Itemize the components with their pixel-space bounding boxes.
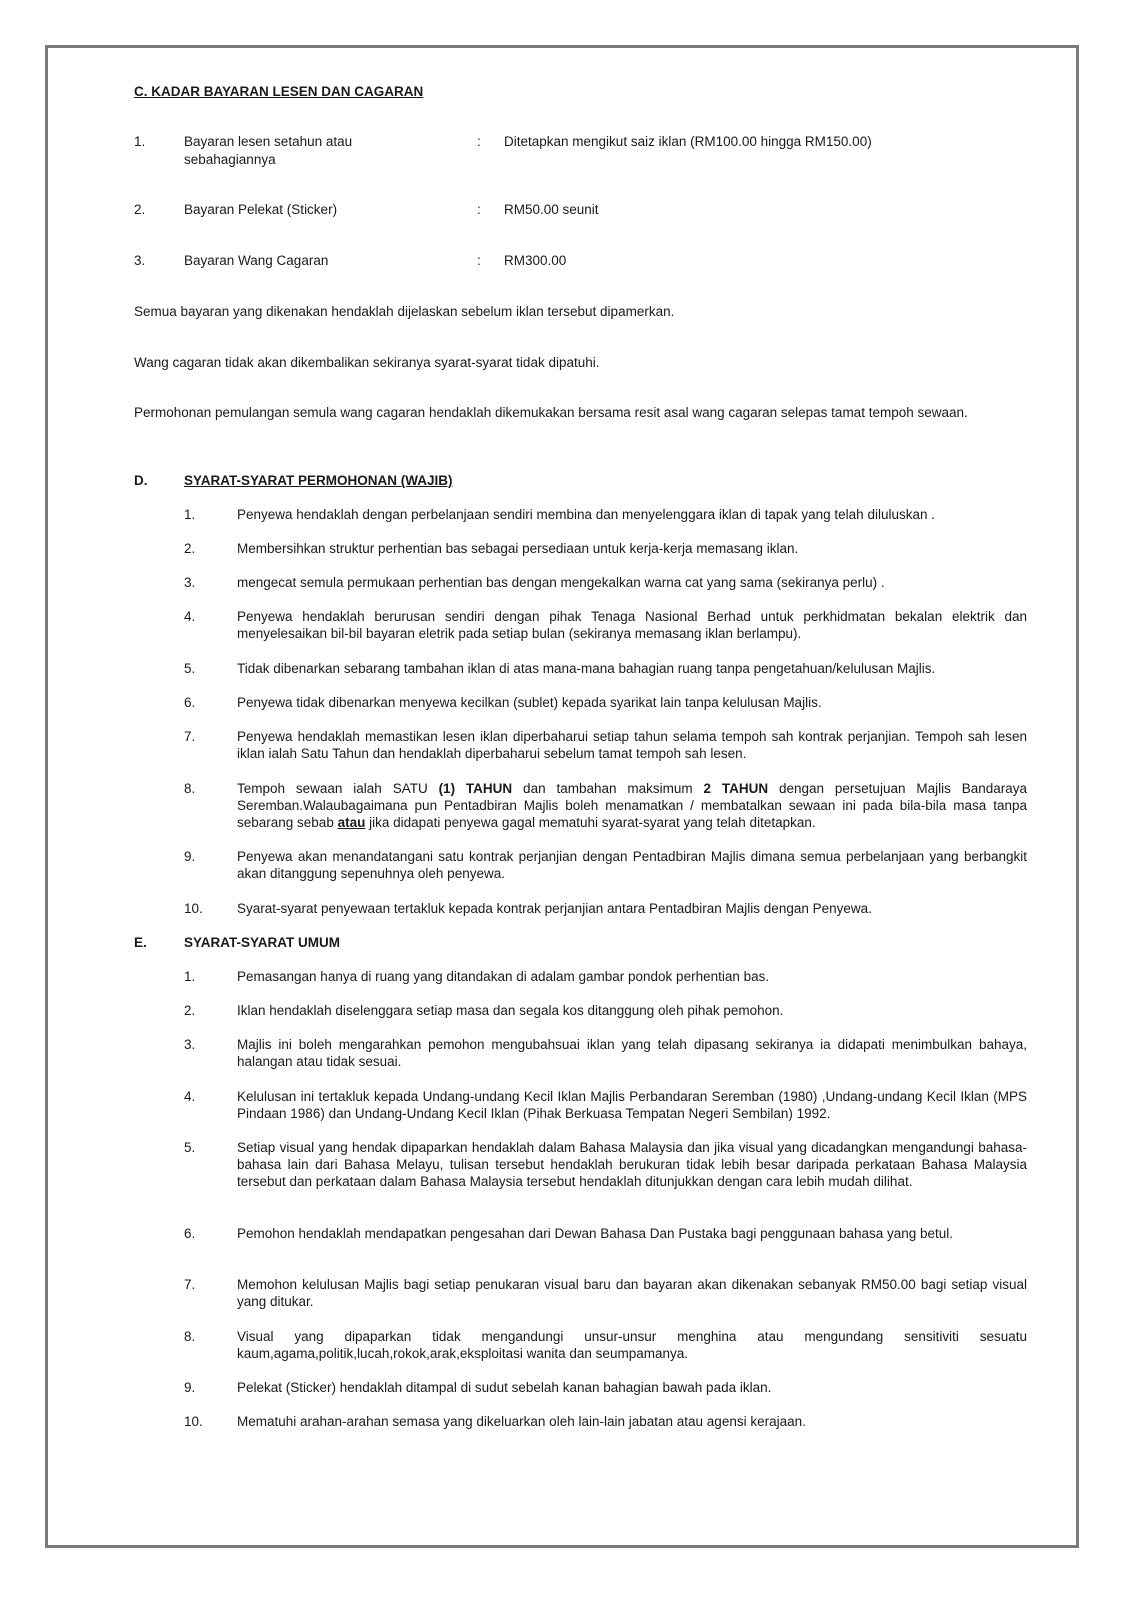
item-text: Visual yang dipaparkan tidak mengandungi unsur-unsur menghina atau mengundang sensitiviti sesuatu kaum,agama,politik,lucah,rokok,arak,eksploitasi wanita dan seumpamanya. — [237, 1329, 1027, 1361]
text-run: dan tambahan maksimum — [512, 781, 704, 796]
fee-label-cont: sebahagiannya — [184, 152, 276, 167]
fee-separator: : — [477, 134, 481, 149]
item-num: 3. — [184, 1037, 196, 1052]
item-text: Pemasangan hanya di ruang yang ditandakan di adalam gambar pondok perhentian bas. — [237, 969, 770, 984]
item-num: 1. — [184, 507, 196, 522]
section-c-title: C. KADAR BAYARAN LESEN DAN CAGARAN — [134, 84, 424, 99]
fee-num: 1. — [134, 134, 146, 149]
item-num: 2. — [184, 1003, 196, 1018]
fee-label: Bayaran Wang Cagaran — [184, 253, 329, 268]
item-text: Mematuhi arahan-arahan semasa yang dikeluarkan oleh lain-lain jabatan atau agensi kerajaan. — [237, 1414, 806, 1429]
section-d-letter: D. — [134, 473, 148, 488]
item-text: Pelekat (Sticker) hendaklah ditampal di sudut sebelah kanan bahagian bawah pada iklan. — [237, 1380, 772, 1395]
item-text: Penyewa hendaklah memastikan lesen iklan diperbaharui setiap tahun selama tempoh sah kontrak perjanjian. Tempoh sah lesen iklan ialah Satu Tahun dan hendaklah diperbaharui sebelum tamat tempoh sah lesen. — [237, 729, 1027, 761]
item-text — [237, 780, 1027, 831]
item-num: 5. — [184, 661, 196, 676]
item-num: 5. — [184, 1140, 196, 1155]
item-num: 9. — [184, 1380, 196, 1395]
item-num: 4. — [184, 1089, 196, 1104]
note-paragraph: Permohonan pemulangan semula wang cagaran hendaklah dikemukakan bersama resit asal wang cagaran selepas tamat tempoh sewaan. — [134, 405, 968, 420]
fee-value: Ditetapkan mengikut saiz iklan (RM100.00 hingga RM150.00) — [504, 134, 872, 149]
emphasis-atau: atau — [337, 815, 366, 830]
text-run: jika didapati penyewa gagal mematuhi syarat-syarat yang telah ditetapkan. — [365, 815, 816, 830]
item-text: Pemohon hendaklah mendapatkan pengesahan dari Dewan Bahasa Dan Pustaka bagi penggunaan bahasa yang betul. — [237, 1226, 954, 1241]
item-num: 9. — [184, 849, 196, 864]
item-text: Majlis ini boleh mengarahkan pemohon mengubahsuai iklan yang telah dipasang sekiranya ia didapati menimbulkan bahaya, halangan atau tidak sesuai. — [237, 1037, 1027, 1069]
text-run: dengan persetujuan Majlis Bandaraya Seremban.Walaubagaimana pun Pentadbiran Majlis boleh menamatkan / membatalkan sewaan ini pada bila-bila masa tanpa sebarang sebab — [237, 781, 1028, 830]
item-text: Membersihkan struktur perhentian bas sebagai persediaan untuk kerja-kerja memasang iklan. — [237, 541, 799, 556]
fee-value: RM300.00 — [504, 253, 567, 268]
item-num: 2. — [184, 541, 196, 556]
item-num: 10. — [184, 1414, 203, 1429]
item-num: 7. — [184, 729, 196, 744]
item-num: 6. — [184, 695, 196, 710]
item-text: Penyewa akan menandatangani satu kontrak perjanjian dengan Pentadbiran Majlis dimana semua perbelanjaan yang berbangkit akan ditanggung sepenuhnya oleh penyewa. — [237, 849, 1027, 881]
fee-label: Bayaran Pelekat (Sticker) — [184, 202, 338, 217]
item-num: 6. — [184, 1226, 196, 1241]
fee-separator: : — [477, 253, 481, 268]
section-e-title: SYARAT-SYARAT UMUM — [184, 935, 341, 950]
item-text: Kelulusan ini tertakluk kepada Undang-undang Kecil Iklan Majlis Perbandaran Seremban (1980) ,Undang-undang Kecil Iklan (MPS Pindaan 1986) dan Undang-Undang Kecil Iklan (Pihak Berkuasa Tempatan Negeri Sembilan) 1992. — [237, 1089, 1027, 1121]
item-num: 3. — [184, 575, 196, 590]
item-num: 1. — [184, 969, 196, 984]
fee-num: 2. — [134, 202, 146, 217]
emphasis-two-years: 2 TAHUN — [703, 781, 769, 796]
section-d-title: SYARAT-SYARAT PERMOHONAN (WAJIB) — [184, 473, 453, 488]
item-text: mengecat semula permukaan perhentian bas dengan mengekalkan warna cat yang sama (sekiranya perlu) . — [237, 575, 885, 590]
fee-value: RM50.00 seunit — [504, 202, 599, 217]
section-e-letter: E. — [134, 935, 147, 950]
item-num: 7. — [184, 1277, 196, 1292]
item-num: 8. — [184, 781, 196, 796]
item-text: Tidak dibenarkan sebarang tambahan iklan di atas mana-mana bahagian ruang tanpa pengetahuan/kelulusan Majlis. — [237, 661, 936, 676]
fee-num: 3. — [134, 253, 146, 268]
item-text: Penyewa tidak dibenarkan menyewa kecilkan (sublet) kepada syarikat lain tanpa kelulusan Majlis. — [237, 695, 822, 710]
item-text: Memohon kelulusan Majlis bagi setiap penukaran visual baru dan bayaran akan dikenakan sebanyak RM50.00 bagi setiap visual yang ditukar. — [237, 1277, 1027, 1309]
item-num: 8. — [184, 1329, 196, 1344]
item-num: 10. — [184, 901, 203, 916]
emphasis-one-year: (1) TAHUN — [438, 781, 513, 796]
fee-separator: : — [477, 202, 481, 217]
text-run: Tempoh sewaan ialah SATU — [237, 781, 439, 796]
item-text: Penyewa hendaklah dengan perbelanjaan sendiri membina dan menyelenggara iklan di tapak yang telah diluluskan . — [237, 507, 935, 522]
item-text: Iklan hendaklah diselenggara setiap masa dan segala kos ditanggung oleh pihak pemohon. — [237, 1003, 784, 1018]
item-text: Setiap visual yang hendak dipaparkan hendaklah dalam Bahasa Malaysia dan jika visual yang dicadangkan mengandungi bahasa-bahasa lain dari Bahasa Melayu, tulisan tersebut hendaklah berukuran tidak lebih besar daripada perkataan Bahasa Malaysia tersebut dan perkataan dalam Bahasa Malaysia tersebut hendaklah ditunjukkan dengan cara lebih mudah dilihat. — [237, 1140, 1027, 1189]
item-num: 4. — [184, 609, 196, 624]
item-text: Penyewa hendaklah berurusan sendiri dengan pihak Tenaga Nasional Berhad untuk perkhidmatan bekalan elektrik dan menyelesaikan bil-bil bayaran eletrik pada setiap bulan (sekiranya memasang iklan berlampu). — [237, 609, 1027, 641]
note-paragraph: Semua bayaran yang dikenakan hendaklah dijelaskan sebelum iklan tersebut dipamerkan. — [134, 304, 675, 319]
note-paragraph: Wang cagaran tidak akan dikembalikan sekiranya syarat-syarat tidak dipatuhi. — [134, 355, 600, 370]
item-text: Syarat-syarat penyewaan tertakluk kepada kontrak perjanjian antara Pentadbiran Majlis dengan Penyewa. — [237, 901, 872, 916]
fee-label: Bayaran lesen setahun atau — [184, 134, 353, 149]
